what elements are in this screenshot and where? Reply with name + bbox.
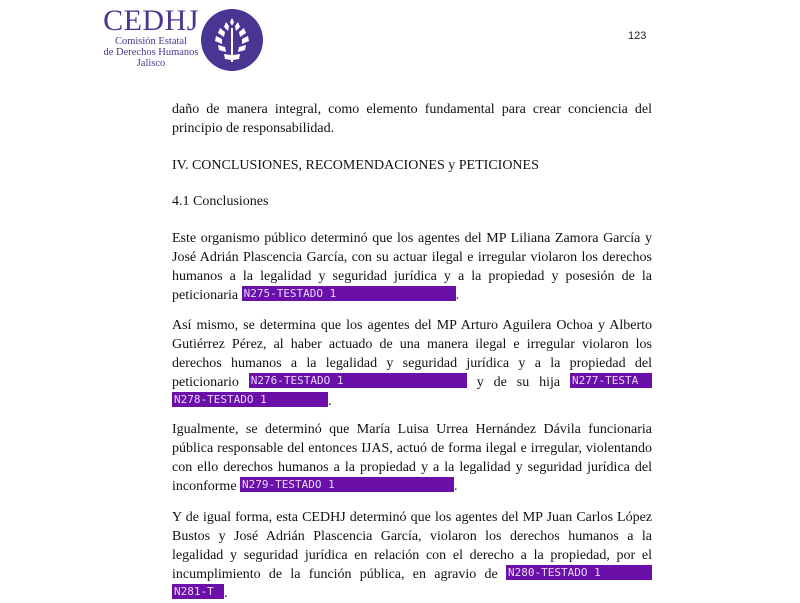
cedhj-logo — [96, 6, 206, 69]
paragraph-end: . — [224, 586, 228, 601]
conclusion-paragraph-4 — [172, 508, 652, 603]
hands-emblem-icon — [200, 8, 264, 72]
paragraph-text: Este organismo público determinó que los agentes del MP Liliana Zamora García y José Adrián Plascencia García, con su actuar ilegal e irregular violaron los derechos humanos a la legalidad y seguridad jurídica y a la propiedad y posesión de la peticionaria — [172, 231, 652, 303]
conclusion-paragraph-1 — [172, 229, 652, 305]
redaction-box: N275-TESTADO 1 — [242, 286, 456, 301]
redaction-box: N278-TESTADO 1 — [172, 392, 328, 407]
logo-title: CEDHJ — [103, 4, 199, 37]
conclusion-paragraph-3 — [172, 420, 652, 496]
logo-line-3: Jalisco — [136, 58, 166, 69]
section-heading: IV. CONCLUSIONES, RECOMENDACIONES y PETICIONES — [172, 158, 539, 173]
logo-line-2: de Derechos Humanos — [103, 47, 199, 58]
redaction-box: N279-TESTADO 1 — [240, 477, 454, 492]
paragraph-end: . — [455, 288, 460, 303]
paragraph-text: Y de igual forma, esta CEDHJ determinó que los agentes del MP Juan Carlos López Bustos y José Adrián Plascencia García, violaron los derechos humanos a la legalidad y seguridad jurídica en relación con el derecho a la propiedad, por el incumplimiento de la función pública, en agravio de — [172, 510, 652, 582]
paragraph-end: . — [454, 479, 458, 494]
conclusion-paragraph-2 — [172, 316, 652, 411]
intro-paragraph: daño de manera integral, como elemento fundamental para crear conciencia del principio de responsabilidad. — [172, 102, 652, 136]
redaction-box: N281-T — [172, 584, 224, 599]
paragraph-text: Así mismo, se determina que los agentes del MP Arturo Aguilera Ochoa y Alberto Gutiérrez Pérez, al haber actuado de una manera ilegal e irregular violaron los derechos humanos a la legalidad y seguridad jurídica y a la propiedad del peticionario — [172, 318, 652, 390]
paragraph-text: Igualmente, se determinó que María Luisa Urrea Hernández Dávila funcionaria pública responsable del entonces IJAS, actuó de forma ilegal e irregular, violentando con ello derechos humanos a la propiedad y a la legalidad y seguridad jurídica del inconforme — [172, 422, 652, 494]
paragraph-end: . — [328, 394, 332, 409]
subsection-heading: 4.1 Conclusiones — [172, 194, 269, 209]
redaction-box: N280-TESTADO 1 — [506, 565, 652, 580]
redaction-box: N277-TESTA — [570, 373, 652, 388]
paragraph-mid-text: y de su hija — [476, 375, 561, 390]
logo-line-1: Comisión Estatal — [114, 36, 188, 47]
redaction-box: N276-TESTADO 1 — [249, 373, 467, 388]
page-number: 123 — [628, 30, 647, 42]
